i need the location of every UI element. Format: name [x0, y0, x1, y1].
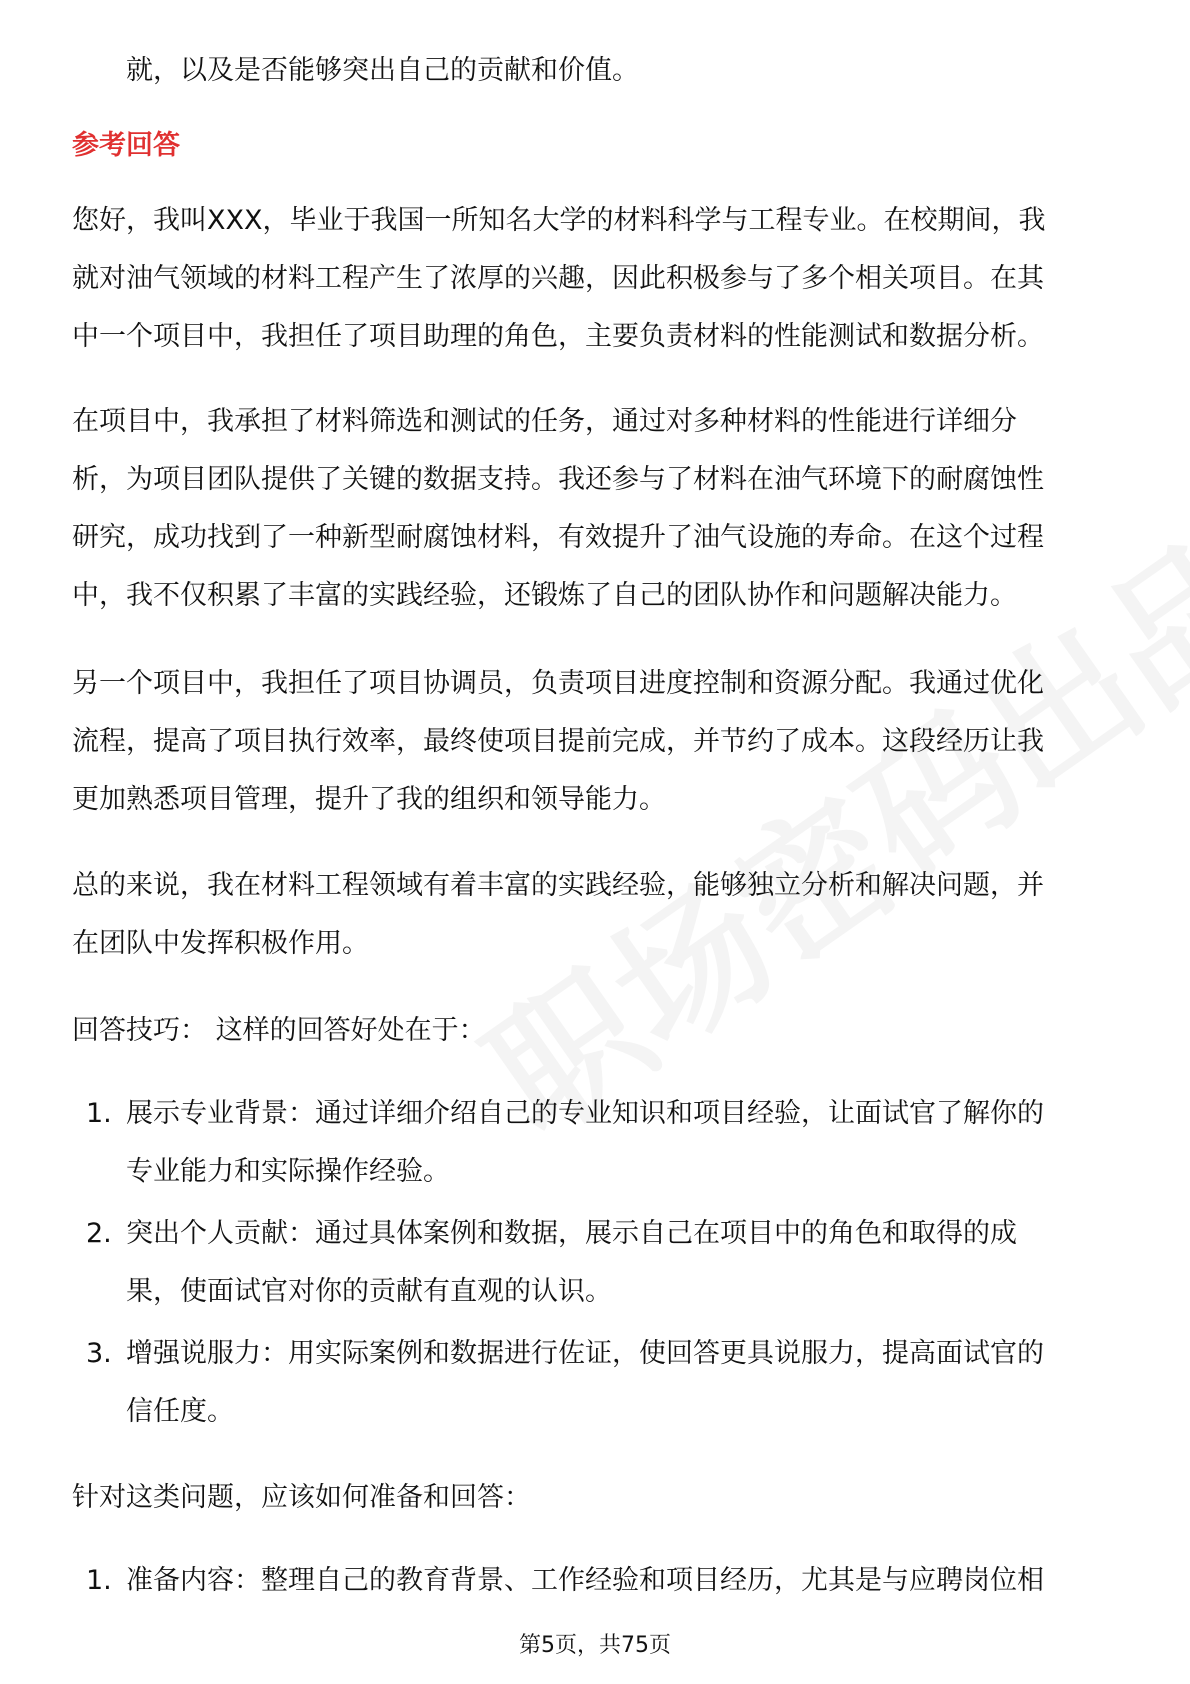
list-number: 3.: [86, 1338, 112, 1369]
list-line: 信任度。: [126, 1396, 234, 1427]
paragraph-line: 流程，提高了项目执行效率，最终使项目提前完成，并节约了成本。这段经历让我: [72, 726, 1044, 757]
list-line: 果，使面试官对你的贡献有直观的认识。: [126, 1276, 612, 1307]
list-item: [72, 1205, 1118, 1321]
list-number: 2.: [86, 1218, 112, 1249]
paragraph-line: 就对油气领域的材料工程产生了浓厚的兴趣，因此积极参与了多个相关项目。在其: [72, 263, 1044, 294]
paragraph-line: 总的来说，我在材料工程领域有着丰富的实践经验，能够独立分析和解决问题，并: [72, 870, 1044, 901]
paragraph-line: 在项目中，我承担了材料筛选和测试的任务，通过对多种材料的性能进行详细分: [72, 406, 1017, 437]
list-line: 专业能力和实际操作经验。: [126, 1156, 450, 1187]
page-footer: 第5页，共75页: [519, 1633, 671, 1658]
paragraph-line: 另一个项目中，我担任了项目协调员，负责项目进度控制和资源分配。我通过优化: [72, 668, 1044, 699]
list-item: [72, 1085, 1118, 1201]
prep-list: [72, 1552, 1118, 1614]
list-item: [72, 1552, 1118, 1610]
list-line: 准备内容：整理自己的教育背景、工作经验和项目经历，尤其是与应聘岗位相: [126, 1565, 1044, 1596]
paragraph-3: [72, 655, 1118, 829]
paragraph-line: 研究，成功找到了一种新型耐腐蚀材料，有效提升了油气设施的寿命。在这个过程: [72, 522, 1044, 553]
paragraph-line: 中一个项目中，我担任了项目助理的角色，主要负责材料的性能测试和数据分析。: [72, 321, 1044, 352]
paragraph-4: [72, 857, 1118, 973]
intro-line: 就，以及是否能够突出自己的贡献和价值。: [126, 55, 639, 86]
list-line: 突出个人贡献：通过具体案例和数据，展示自己在项目中的角色和取得的成: [126, 1218, 1017, 1249]
list-number: 1.: [86, 1098, 112, 1129]
paragraph-line: 更加熟悉项目管理，提升了我的组织和领导能力。: [72, 784, 666, 815]
list-line: 展示专业背景：通过详细介绍自己的专业知识和项目经验，让面试官了解你的: [126, 1098, 1044, 1129]
prep-heading: 针对这类问题，应该如何准备和回答：: [72, 1482, 531, 1513]
list-number: 1.: [86, 1565, 112, 1596]
paragraph-line: 析，为项目团队提供了关键的数据支持。我还参与了材料在油气环境下的耐腐蚀性: [72, 464, 1044, 495]
tips-heading: 回答技巧： 这样的回答好处在于：: [72, 1015, 486, 1046]
tips-list: [72, 1085, 1118, 1445]
paragraph-line: 您好，我叫XXX，毕业于我国一所知名大学的材料科学与工程专业。在校期间，我: [72, 205, 1046, 236]
list-line: 增强说服力：用实际案例和数据进行佐证，使回答更具说服力，提高面试官的: [126, 1338, 1044, 1369]
paragraph-1: [72, 192, 1118, 366]
paragraph-line: 中，我不仅积累了丰富的实践经验，还锻炼了自己的团队协作和问题解决能力。: [72, 580, 1017, 611]
list-item: [72, 1325, 1118, 1441]
paragraph-2: [72, 393, 1118, 625]
section-title: 参考回答: [72, 130, 180, 161]
paragraph-line: 在团队中发挥积极作用。: [72, 928, 369, 959]
